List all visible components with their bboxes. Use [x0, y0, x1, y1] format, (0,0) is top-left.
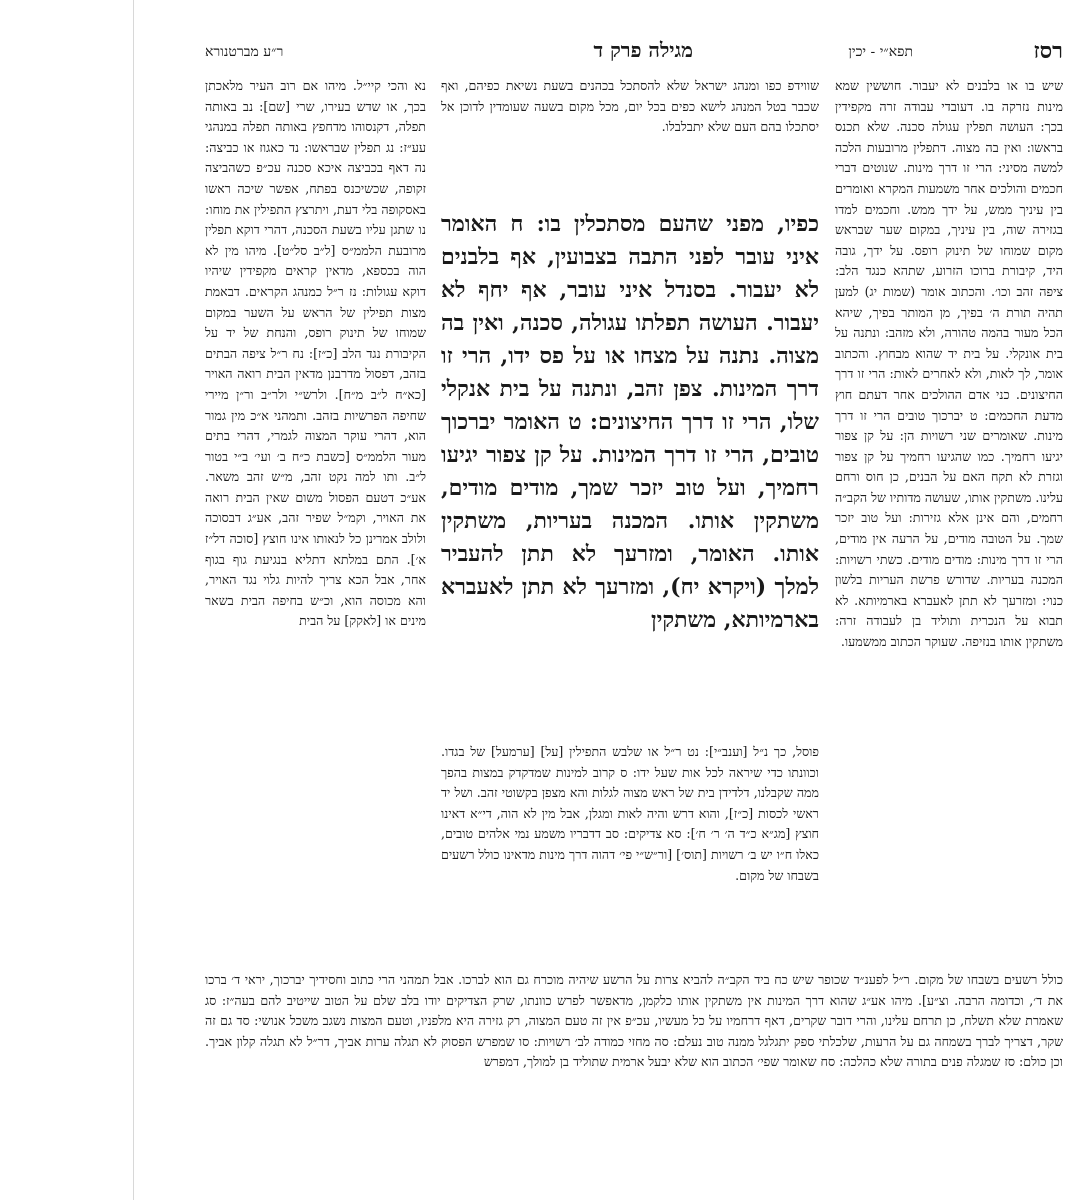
page-number: רסז — [1033, 38, 1063, 64]
center-commentary-bottom-text: פוסל, כך נ״ל [וענב״י]: נט ר״ל או שלבש התפילין [על] [ערמעל] של בגדו. וכוונתו כדי שיראה לכל אות שעל ידו: ס קרוב למינות שמדקדק במצות בהפך ממה שקבלנו, דלדידן בית של ראש מצוה לגלות והא מצפן בקשוטי זהב. ושל יד ראשי לכסות [כ״ז], והוא דרש והיה לאות ומגלן, אבל מין לא הוה, די״א דאינו חוצץ [מג״א כ״ד ה׳ ר׳ ח׳]: סא צדיקים: סב דדבריו משמע נמי אלהים טובים, כאלו ח״ו יש ב׳ רשויות [תוס׳] [ור״ש״י פי׳ דהוה דרך מינות מדאינו כולל רשעים בשבחו של מקום. — [441, 744, 819, 883]
mishnah-text: כפיו, מפני שהעם מסתכלין בו: ח האומר איני עובר לפני התבה בצבועין, אף בלבנים לא יעבור. בסנדל איני עובר, אף יחף לא יעבור. העושה תפלתו עגולה, סכנה, ואין בה מצוה. נתנה על מצחו או על פס ידו, הרי זו דרך המינות. צפן זהב, ונתנה על בית אנקלי שלו, הרי זו דרך החיצונים: ט האומר יברכוך טובים, הרי זו דרך המינות. על קן צפור יגיעו רחמיך, ועל טוב יזכר שמך, מודים מודים, משתקין אותו. המכנה בעריות, משתקין אותו. האומר, ומזרעך לא תתן להעביר למלך (ויקרא יח), ומזרעך לא תתן לאעברא בארמיותא, משתקין — [441, 211, 819, 633]
page-edge-shadow — [133, 0, 134, 1200]
full-width-commentary — [205, 970, 1063, 1176]
mishnah-main-text — [441, 208, 819, 736]
tiferet-commentary-bottom — [441, 742, 819, 964]
yachin-commentary-text: נא והכי קיי״ל. מיהו אם רוב העיר מלאכתן בכך, או שדש בעירו, שרי [שם]: נב באותה תפלה, דקנסוהו מדחפץ באותה תפלה במנהגי עע״ז: נג תפלין שבראשו: נד כאגוז או כביצה: נה דאף בכביצה איכא סכנה עכ״פ כשהביצה זקופה, שכשיכנס בפתח, אפשר שיכה ראשו באסקופה בלי דעת, ויתרצץ התפילין את מוחו: נו שתגן עליו בשעת הסכנה, דהרי דוקא תפלין מרובעת הלממ״ס [ל״ב סל״ט]. מיהו מין לא הוה בכספא, מדאין קראים מקפידין שיהיו דוקא עגולות: נז ר״ל כמנהג הקראים. דבאמת מצות תפילין של הראש על השער במקום שמוחו של תינוק רופס, והנחת של יד על הקיבורת נגד הלב [כ״ז]: נח ר״ל ציפה הבתים בזהב, דפסול מדרבנן מדאין הבית רואה האויר [כא״ח ל״ב מ״ח]. ולרש״י ולר״ב ור״ן מיירי שחיפה הפרשיות בזהב. ותמהני א״כ מין גמור הוא, דהרי עוקר המצוה לגמרי, דהרי בתים מעור הלממ״ס [כשבת כ״ח ב׳ ועי׳ ב״י בטור ל״ב. ותו למה נקט זהב, מ״ש זהב משאר. אע״כ דטעם הפסול משום שאין הבית רואה את האויר, וקמ״ל שפיר זהב, אע״ג דבסוכה ולולב אמרינן כל לנאותו אינו חוצץ [סוכה דל״ז א׳]. התם במלתא דתליא בנגיעת גוף בגוף אחר, אבל הכא צריך להיות גלוי נגד האויר, והא מכוסה הוא, וכ״ש בחיפה הבית בשאר מינים או [לאקק] על הבית — [205, 78, 426, 629]
center-commentary-top-text: שווידפ כפו ומנהג ישראל שלא להסתכל בכהנים בשעת נשיאת כפיהם, ואף שכבר בטל המנהג לישא כפים בכל יום, מכל מקום בשעה שעומדין לדוכן אל יסתכלו בהם העם שלא יתבלבלו. — [441, 78, 819, 135]
bartenura-commentary-text: שיש בו או בלבנים לא יעבור. חוששין שמא מינות נזרקה בו. דעובדי עבודה זרה מקפידין בכך: העושה תפלין עגולה סכנה. שלא תכנס בראשו: ואין בה מצוה. דתפלין מרובעות הלכה למשה מסיני: הרי זו דרך מינות. שנוטים דברי חכמים והולכים אחר משמעות המקרא ואומרים בין עיניך ממש, על ידך ממש. וחכמים למדו בגזירה שוה, בין עיניך, במקום שער שבראש מקום שמוחו של תינוק רופס. על ידך, גובה היד, קיבורת ברוכו הזרוע, שתהא כנגד הלב: ציפה זהב וכו׳. והכתוב אומר (שמות יג) למען תהיה תורת ה׳ בפיך, מן המותר בפיך, שיהא הכל מעור בהמה טהורה, ולא מזהב: ונתנה על בית אונקלי. על בית יד שהוא מבחוץ. והכתוב אומר, לך לאות, ולא לאחרים לאות: הרי זו דרך החיצונים. כני אדם ההולכים אחר דעתם חוץ מדעת החכמים: ט יברכוך טובים הרי זו דרך מינות. שאומרים שני רשויות הן: על קן צפור יגיעו רחמיך. כמו שהגיעו רחמיך על קן צפור וגזרת לא תקח האם על הבנים, כן חוס ורחם עלינו. משתקין אותו, שעושה מדותיו של הקב״ה רחמים, והם אינן אלא גזירות: ועל טוב יזכר שמך. על הטובה מודים, על הרעה אין מודים, הרי זו דרך מינות: מודים מודים. כשתי רשויות: המכנה בעריות. שדורש פרשת העריות בלשון כנוי: ומזרעך לא תתן לאעברא בארמיותא. לא תבוא על הנכרית ותוליד בן לעבודה זרה: משתקין אותו בנזיפה. שעוקר הכתוב ממשמעו. — [835, 78, 1063, 650]
document-page — [205, 30, 1063, 1180]
full-width-commentary-text: כולל רשעים בשבחו של מקום. ר״ל לפענ״ד שכופר שיש כח ביד הקב״ה להביא צרות על הרשע שיהיה מוכרח גם הוא לברכו. אבל תמהני הרי כתוב וחסידיך יברכוך, יראי ד׳ ברכו את ד׳, וכדומה הרבה. וצ״ע]. מיהו אע״ג שהוא דרך המינות אין משתקין אותו כלקמן, מדאפשר לפרש כוונתו, שרק הצדיקים יודו בלב שלם על הטוב שייטיב להם בעה״ז: סג שאמרת שלא תשלח, כן תרחם עלינו, והרי דובר שקרים, דאף דרחמיו על כל מעשיו, עכ״פ אין זה טעם המצוה, רק גזירה היא מלפניו, וטעם המצות נשגב משכל אנושי: סד גם זה שקר, דצריך לברך בשמחה גם על הרעות, שלכלתי ספק יתגלגל ממנה טוב נעלם: סה מחזי כמודה לב׳ רשויות: סו שמפרש הפסוק לא תגלה ערות אביך, דר״ל לא תגלה קלון אביך. וכן כולם: סז שמגלה פנים בתורה שלא כהלכה: סח שאומר שפי׳ הכתוב הוא שלא יבעל ארמית שתוליד בן למולך, דמפרש — [205, 972, 1063, 1070]
right-running-head: ר״ע מברטנורא — [205, 44, 284, 60]
page-header — [205, 38, 1063, 72]
bartenura-commentary-column — [835, 76, 1063, 964]
chapter-title: מגילה פרק ד — [593, 38, 693, 62]
tiferet-commentary-top — [441, 76, 819, 196]
yachin-commentary-column — [205, 76, 426, 964]
left-running-head: תפא״י - יכין — [848, 44, 913, 60]
